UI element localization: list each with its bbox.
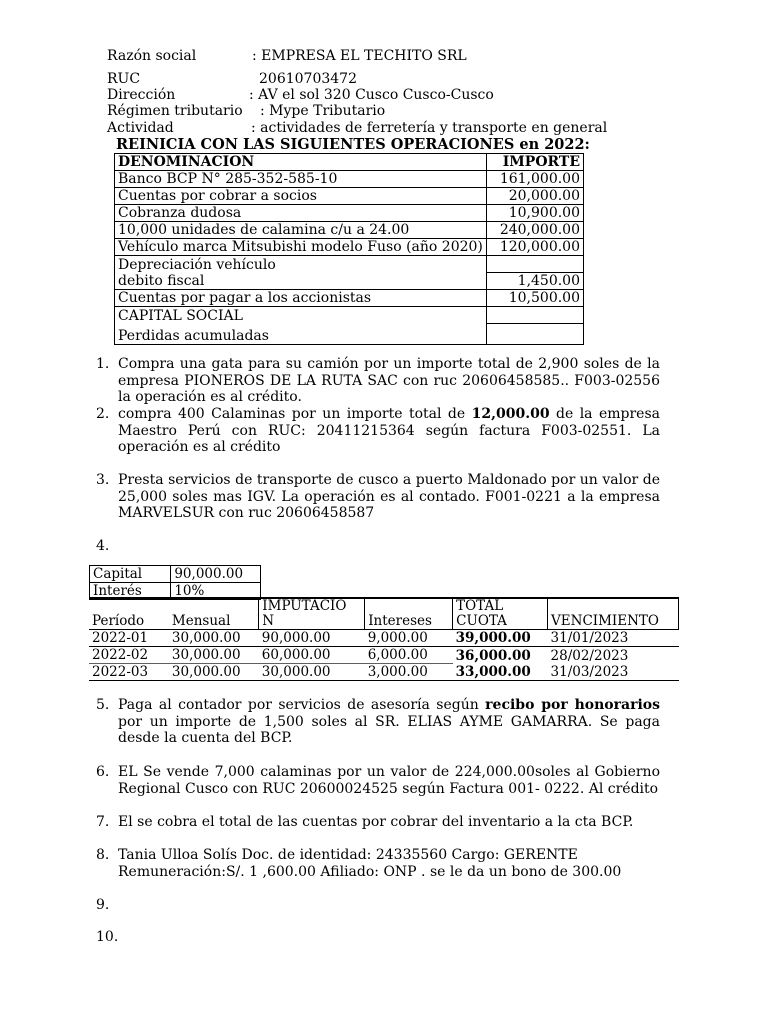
table-row xyxy=(115,205,584,222)
row-amount xyxy=(486,256,583,273)
table-row xyxy=(115,171,584,188)
direccion-label: Dirección xyxy=(107,87,176,103)
row-label: CAPITAL SOCIAL xyxy=(115,307,487,324)
operation-number: 1. xyxy=(96,356,110,372)
loan-schedule-table xyxy=(89,597,679,681)
total-cuota-cell: 39,000.00 xyxy=(453,630,548,647)
operation-text: El se cobra el total de las cuentas por cobrar del inventario a la cta BCP. xyxy=(118,814,634,830)
table-row xyxy=(115,324,584,345)
row-label: 10,000 unidades de calamina c/u a 24.00 xyxy=(115,222,487,239)
row-amount xyxy=(486,324,583,345)
operation-8 xyxy=(96,847,660,880)
razon-social-label: Razón social xyxy=(107,48,197,64)
loan-summary-table xyxy=(89,565,261,600)
operation-number: 4. xyxy=(96,538,110,554)
imputacion-cell: 90,000.00 xyxy=(259,630,365,647)
mensual-cell: 30,000.00 xyxy=(169,630,259,647)
mensual-cell: 30,000.00 xyxy=(169,664,259,681)
razon-social-value: : EMPRESA EL TECHITO SRL xyxy=(252,48,467,64)
row-label: Vehículo marca Mitsubishi modelo Fuso (año 2020) xyxy=(115,239,487,256)
vencimiento-header: VENCIMIENTO xyxy=(548,598,679,630)
operation-text: Tania Ulloa Solís Doc. de identidad: 24335560 Cargo: GERENTE xyxy=(118,847,578,863)
table-row xyxy=(89,647,679,664)
operation-number: 5. xyxy=(96,697,110,713)
row-amount: 240,000.00 xyxy=(486,222,583,239)
ruc-value: 20610703472 xyxy=(259,71,357,87)
row-label: Cuentas por cobrar a socios xyxy=(115,188,487,205)
vencimiento-cell: 31/03/2023 xyxy=(548,664,679,681)
table-row xyxy=(115,222,584,239)
row-amount: 10,500.00 xyxy=(486,290,583,307)
operation-text: Remuneración:S/. 1 ,600.00 Afiliado: ONP . se le da un bono de 300.00 xyxy=(118,863,622,880)
table-row xyxy=(89,664,679,681)
row-label: Cuentas por pagar a los accionistas xyxy=(115,290,487,307)
operation-text: Presta servicios de transporte de cusco a puerto Maldonado por un valor de 25,000 soles mas IGV. La operación es al contado. F001-0221 a la empresa MARVELSUR con ruc 20606458587 xyxy=(118,472,660,521)
operation-text: EL Se vende 7,000 calaminas por un valor de 224,000.00soles al Gobierno Regional Cusco con RUC 20600024525 según Factura 001- 0222. Al crédito xyxy=(118,764,660,797)
row-amount: 20,000.00 xyxy=(486,188,583,205)
denominacion-header: DENOMINACION xyxy=(115,154,487,171)
row-label: Banco BCP N° 285-352-585-10 xyxy=(115,171,487,188)
periodo-cell: 2022-02 xyxy=(89,647,169,664)
ruc-label: RUC xyxy=(107,71,141,87)
row-label: Perdidas acumuladas xyxy=(115,324,487,345)
operation-number: 3. xyxy=(96,472,110,488)
imputacion-cell: 60,000.00 xyxy=(259,647,365,664)
mensual-header: Mensual xyxy=(169,598,259,630)
operation-number: 8. xyxy=(96,847,110,863)
operation-5 xyxy=(96,697,660,747)
interes-label: Interés xyxy=(90,583,171,600)
capital-label: Capital xyxy=(90,566,171,583)
periodo-header: Período xyxy=(89,598,169,630)
intereses-cell: 6,000.00 xyxy=(365,647,453,664)
row-amount xyxy=(486,307,583,324)
regimen-label: Régimen tributario xyxy=(107,103,243,119)
intereses-header: Intereses xyxy=(365,598,453,630)
actividad-value: : actividades de ferretería y transporte en general xyxy=(251,120,608,136)
operation-bold-amount: 12,000.00 xyxy=(471,406,550,422)
operation-number: 6. xyxy=(96,764,110,780)
operation-text: compra 400 Calaminas por un importe total de xyxy=(118,406,472,422)
operation-7 xyxy=(96,814,660,831)
intereses-cell: 9,000.00 xyxy=(365,630,453,647)
row-label: debito fiscal xyxy=(115,273,487,290)
operation-text: Compra una gata para su camión por un importe total de 2,900 soles de la empresa PIONEROS DE LA RUTA SAC con ruc 20606458585.. F003-02556 la operación es al crédito. xyxy=(118,356,660,405)
total-cuota-cell: 36,000.00 xyxy=(453,647,548,664)
periodo-cell: 2022-03 xyxy=(89,664,169,681)
operation-2 xyxy=(96,406,660,456)
table-row xyxy=(115,273,584,290)
operation-number: 2. xyxy=(96,406,110,422)
table-row xyxy=(115,188,584,205)
loan-header-row xyxy=(89,598,679,630)
direccion-value: : AV el sol 320 Cusco Cusco-Cusco xyxy=(249,87,494,103)
operation-1 xyxy=(96,356,660,406)
total-cuota-cell: 33,000.00 xyxy=(453,664,548,681)
table-row xyxy=(115,239,584,256)
vencimiento-cell: 28/02/2023 xyxy=(548,647,679,664)
interes-value: 10% xyxy=(171,583,261,600)
row-label: Depreciación vehículo xyxy=(115,256,487,273)
periodo-cell: 2022-01 xyxy=(89,630,169,647)
operation-text: Paga al contador por servicios de asesoría según xyxy=(118,697,486,713)
balance-header-row xyxy=(115,154,584,171)
capital-value: 90,000.00 xyxy=(171,566,261,583)
imputacion-cell: 30,000.00 xyxy=(259,664,365,681)
mensual-cell: 30,000.00 xyxy=(169,647,259,664)
total-cuota-header: TOTAL CUOTA xyxy=(453,598,548,630)
row-amount: 1,450.00 xyxy=(486,273,583,290)
table-row xyxy=(115,290,584,307)
table-row xyxy=(115,307,584,324)
operation-number: 10. xyxy=(96,929,119,945)
operation-3 xyxy=(96,472,660,522)
operation-6 xyxy=(96,764,660,797)
operation-number: 7. xyxy=(96,814,110,830)
vencimiento-cell: 31/01/2023 xyxy=(548,630,679,647)
row-label: Cobranza dudosa xyxy=(115,205,487,222)
operation-number: 9. xyxy=(96,897,110,913)
row-amount: 10,900.00 xyxy=(486,205,583,222)
table-row xyxy=(89,630,679,647)
section-subtitle: REINICIA CON LAS SIGUIENTES OPERACIONES en 2022: xyxy=(116,136,590,153)
actividad-label: Actividad xyxy=(107,120,174,136)
row-amount: 120,000.00 xyxy=(486,239,583,256)
regimen-value: : Mype Tributario xyxy=(260,103,386,119)
importe-header: IMPORTE xyxy=(486,154,583,171)
table-row xyxy=(90,566,261,583)
row-amount: 161,000.00 xyxy=(486,171,583,188)
table-row xyxy=(115,256,584,273)
operation-text: de la empresa Maestro Perú con RUC: 20411215364 según factura F003-02551. La operación es al crédito xyxy=(118,406,660,455)
balance-table xyxy=(114,153,584,345)
operation-text: por un importe de 1,500 soles al SR. ELIAS AYME GAMARRA. Se paga desde la cuenta del BCP. xyxy=(118,713,660,746)
operation-bold-text: recibo por honorarios xyxy=(485,697,661,713)
imputacion-header: IMPUTACIO N xyxy=(259,598,365,630)
intereses-cell: 3,000.00 xyxy=(365,664,453,681)
